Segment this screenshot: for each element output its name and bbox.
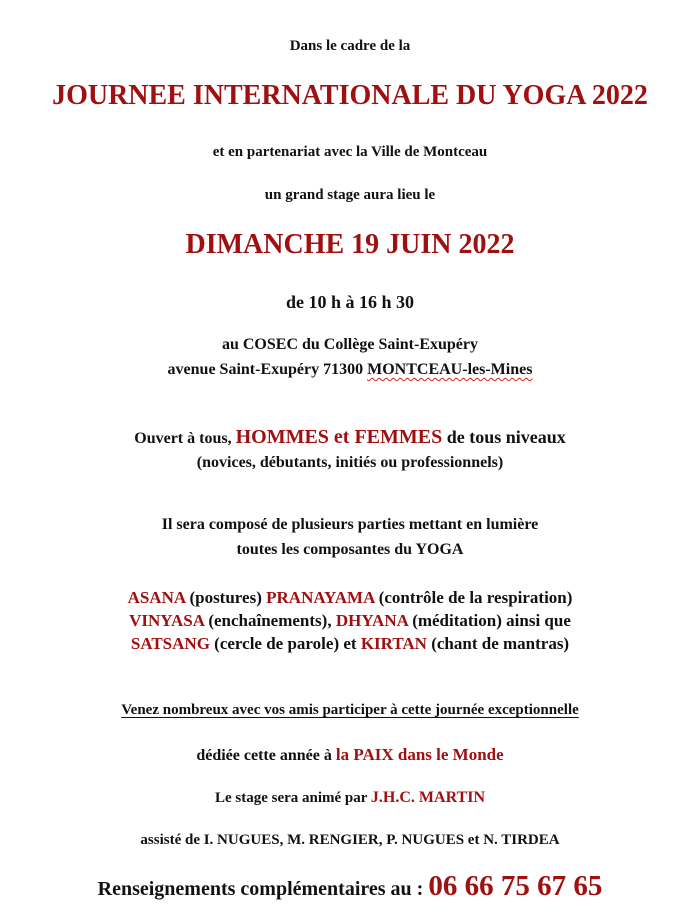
dedication-theme: la PAIX dans le Monde: [335, 745, 504, 764]
levels-line: (novices, débutants, initiés ou professionnels): [196, 454, 504, 471]
composition-line-2: toutes les composantes du YOGA: [236, 541, 464, 558]
practices-line-3: [0, 634, 700, 654]
kirtan-term: KIRTAN: [360, 634, 427, 653]
composition-line-1: Il sera composé de plusieurs parties mettant en lumière: [161, 516, 539, 533]
venue-address: [0, 361, 700, 379]
assistants-line: assisté de I. NUGUES, M. RENGIER, P. NUGUES et N. TIRDEA: [140, 832, 560, 848]
vinyasa-desc: (enchaînements),: [204, 611, 336, 630]
contact-label: Renseignements complémentaires au :: [97, 878, 429, 900]
event-hours: de 10 h à 16 h 30: [285, 292, 415, 312]
satsang-term: SATSANG: [130, 634, 210, 653]
venue-address-prefix: avenue Saint-Exupéry 71300: [167, 361, 368, 378]
pranayama-desc: (contrôle de la respiration): [374, 588, 573, 607]
vinyasa-term: VINYASA: [129, 611, 205, 630]
stage-intro-line: un grand stage aura lieu le: [264, 187, 436, 203]
open-to-all-line: [0, 426, 700, 449]
pranayama-term: PRANAYAMA: [266, 588, 375, 607]
venue-city: MONTCEAU-les-Mines: [367, 361, 533, 378]
dedication-line: [0, 745, 700, 765]
event-date: DIMANCHE 19 JUIN 2022: [185, 229, 515, 260]
men-women-highlight: HOMMES et FEMMES: [235, 426, 443, 448]
asana-desc: (postures): [185, 588, 267, 607]
open-suffix: de tous niveaux: [442, 427, 566, 447]
practices-line-1: [0, 588, 700, 608]
partnership-line: et en partenariat avec la Ville de Montceau: [212, 144, 488, 160]
open-prefix: Ouvert à tous,: [134, 430, 236, 447]
animator-prefix: Le stage sera animé par: [214, 790, 371, 806]
animator-name: J.H.C. MARTIN: [370, 789, 486, 806]
contact-phone[interactable]: 06 66 75 67 65: [428, 870, 603, 902]
event-title: JOURNEE INTERNATIONALE DU YOGA 2022: [52, 80, 648, 111]
contact-line: [0, 870, 700, 903]
venue-line-1: au COSEC du Collège Saint-Exupéry: [221, 336, 479, 353]
asana-term: ASANA: [127, 588, 186, 607]
dedication-prefix: dédiée cette année à: [196, 747, 336, 764]
practices-line-2: [0, 611, 700, 631]
satsang-desc: (cercle de parole) et: [209, 634, 361, 653]
dhyana-desc: (méditation) ainsi que: [407, 611, 571, 630]
dhyana-term: DHYANA: [335, 611, 408, 630]
invitation-line: Venez nombreux avec vos amis participer à cette journée exceptionnelle: [121, 702, 579, 718]
animator-line: [0, 789, 700, 807]
kirtan-desc: (chant de mantras): [426, 634, 570, 653]
intro-line: Dans le cadre de la: [289, 38, 411, 54]
